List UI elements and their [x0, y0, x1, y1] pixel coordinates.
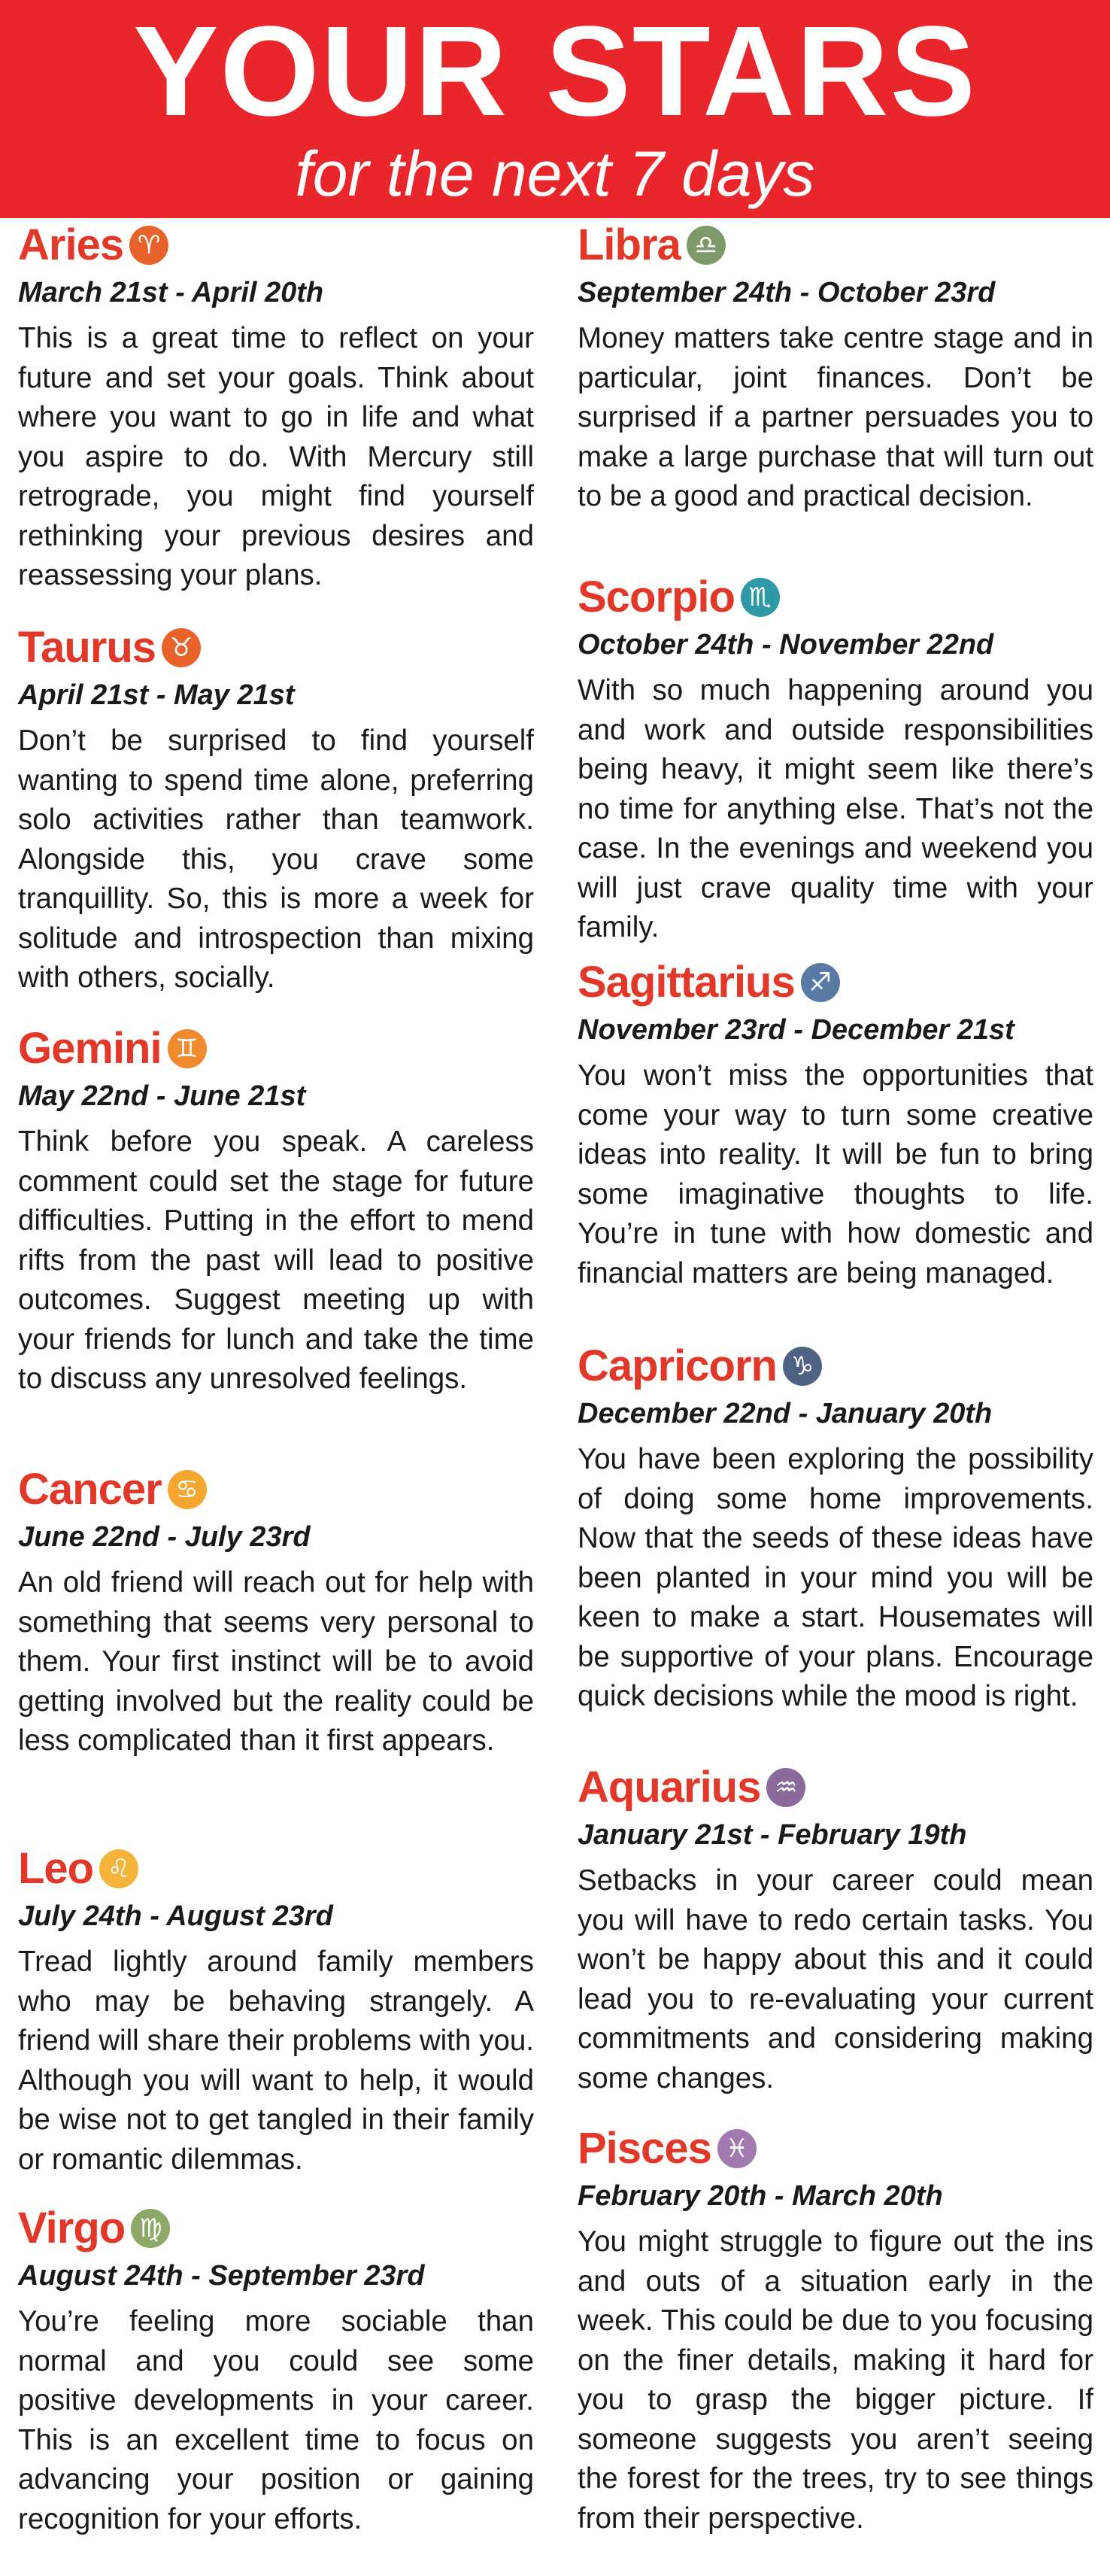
sign-text: Tread lightly around family members who may be behaving strangely. A friend will share their problems with you. Although you will want to help, it would be wise not to get tangled in their family or romantic dilemmas.	[18, 1946, 534, 2176]
sign-text: An old friend will reach out for help with something that seems very personal to them. Your first instinct will be to avoid getting involved but the reality could be less complicated than it first appears.	[18, 1566, 534, 1757]
sign-cancer	[18, 1463, 534, 1761]
sign-gemini	[18, 1022, 534, 1399]
sign-dates: November 23rd - December 21st	[578, 1014, 1014, 1046]
sign-name: Gemini	[18, 1024, 162, 1073]
sign-name: Pisces	[578, 2124, 711, 2173]
sign-text: This is a great time to reflect on your future and set your goals. Think about where you want to go in life and what you aspire to do. With Mercury still retrograde, you might find yourself rethinking your previous desires and reassessing your plans.	[18, 322, 534, 591]
sign-dates: May 22nd - June 21st	[18, 1080, 306, 1112]
sign-dates: July 24th - August 23rd	[18, 1900, 333, 1932]
sign-dates: March 21st - April 20th	[18, 277, 324, 308]
sign-sagittarius	[578, 955, 1093, 1293]
libra-icon: ♎︎	[687, 226, 726, 265]
sign-header	[578, 1760, 1093, 1815]
sign-dates: January 21st - February 19th	[578, 1819, 967, 1851]
aries-icon: ♈︎	[129, 226, 168, 265]
sign-header	[578, 570, 1093, 624]
sign-name: Aries	[18, 220, 124, 269]
sign-dates: October 24th - November 22nd	[578, 629, 994, 661]
sign-name: Virgo	[18, 2204, 126, 2252]
sign-dates: August 24th - September 23rd	[18, 2260, 425, 2292]
sign-name: Sagittarius	[578, 958, 795, 1007]
cancer-icon: ♋︎	[168, 1470, 207, 1509]
sign-header	[18, 621, 534, 675]
page-subtitle: for the next 7 days	[295, 138, 815, 209]
sign-aquarius	[578, 1760, 1093, 2098]
sign-text: You won’t miss the opportunities that come your way to turn some creative ideas into reality. It will be fun to bring some imaginative thoughts to life. You’re in tune with how domestic and financial matters are being managed.	[578, 1059, 1093, 1290]
gemini-icon: ♊︎	[168, 1029, 207, 1068]
sign-text: Setbacks in your career could mean you will have to redo certain tasks. You won’t be happy about this and it could lead you to re-evaluating your current commitments and considering making some changes.	[578, 1864, 1093, 2095]
sign-name: Taurus	[18, 623, 156, 672]
sign-dates: September 24th - October 23rd	[578, 277, 996, 308]
sign-libra	[578, 218, 1093, 517]
sign-dates: April 21st - May 21st	[18, 679, 295, 711]
sign-header	[578, 955, 1093, 1010]
sign-name: Aquarius	[578, 1763, 761, 1812]
sign-header	[578, 1339, 1093, 1393]
sign-taurus	[18, 621, 534, 998]
sign-header	[18, 1842, 534, 1896]
sign-name: Libra	[578, 220, 681, 269]
sign-text: You’re feeling more sociable than normal and you could see some positive developments in your career. This is an excellent time to focus on advancing your position or gaining recognition for your efforts.	[18, 2305, 534, 2535]
sign-capricorn	[578, 1339, 1093, 1717]
sign-virgo	[18, 2201, 534, 2539]
capricorn-icon: ♑︎	[783, 1347, 822, 1386]
sign-text: You have been exploring the possibility of doing some home improvements. Now that the seeds of these ideas have been planted in your mind you will be keen to make a start. Housemates will be supportive of your plans. Encourage quick decisions while the mood is right.	[578, 1443, 1093, 1712]
sign-text: Money matters take centre stage and in particular, joint finances. Don’t be surprised if a partner persuades you to make a large purchase that will turn out to be a good and practical decision.	[578, 322, 1093, 512]
aquarius-icon: ♒︎	[766, 1768, 805, 1807]
sign-header	[18, 1022, 534, 1076]
sign-name: Cancer	[18, 1465, 162, 1514]
sign-scorpio	[578, 570, 1093, 948]
sign-name: Scorpio	[578, 573, 735, 621]
sign-name: Leo	[18, 1844, 94, 1893]
sign-pisces	[578, 2122, 1093, 2538]
scorpio-icon: ♏︎	[741, 578, 780, 617]
pisces-icon: ♓︎	[717, 2129, 757, 2168]
sign-aries	[18, 218, 534, 596]
sign-dates: February 20th - March 20th	[578, 2180, 943, 2212]
page-title: YOUR STARS	[133, 0, 977, 143]
leo-icon: ♌︎	[99, 1849, 138, 1888]
sign-text: With so much happening around you and work and outside responsibilities being heavy, it might seem like there’s no time for anything else. That’s not the case. In the evenings and weekend you will just crave quality time with your family.	[578, 674, 1093, 943]
sign-header	[18, 2201, 534, 2256]
sign-header	[578, 2122, 1093, 2176]
sign-header	[18, 218, 534, 272]
sagittarius-icon: ♐︎	[801, 963, 840, 1002]
sign-text: You might struggle to figure out the ins and outs of a situation early in the week. This could be due to you focusing on the finer details, making it hard for you to grasp the bigger picture. If someone suggests you aren’t seeing the forest for the trees, try to see things from their perspective.	[578, 2225, 1093, 2535]
sign-dates: June 22nd - July 23rd	[18, 1521, 311, 1553]
sign-dates: December 22nd - January 20th	[578, 1398, 993, 1429]
sign-leo	[18, 1842, 534, 2180]
taurus-icon: ♉︎	[162, 628, 201, 667]
sign-text: Think before you speak. A careless comment could set the stage for future difficulties. Putting in the effort to mend rifts from the past will lead to positive outcomes. Suggest meeting up with your friends for lunch and take the time to discuss any unresolved feelings.	[18, 1125, 534, 1395]
sign-header	[578, 218, 1093, 272]
sign-text: Don’t be surprised to find yourself wanting to spend time alone, preferring solo activities rather than teamwork. Alongside this, you crave some tranquillity. So, this is more a week for solitude and introspection than mixing with others, socially.	[18, 724, 534, 994]
header-banner	[0, 0, 1110, 218]
sign-header	[18, 1463, 534, 1517]
sign-name: Capricorn	[578, 1341, 777, 1390]
virgo-icon: ♍︎	[131, 2209, 170, 2248]
